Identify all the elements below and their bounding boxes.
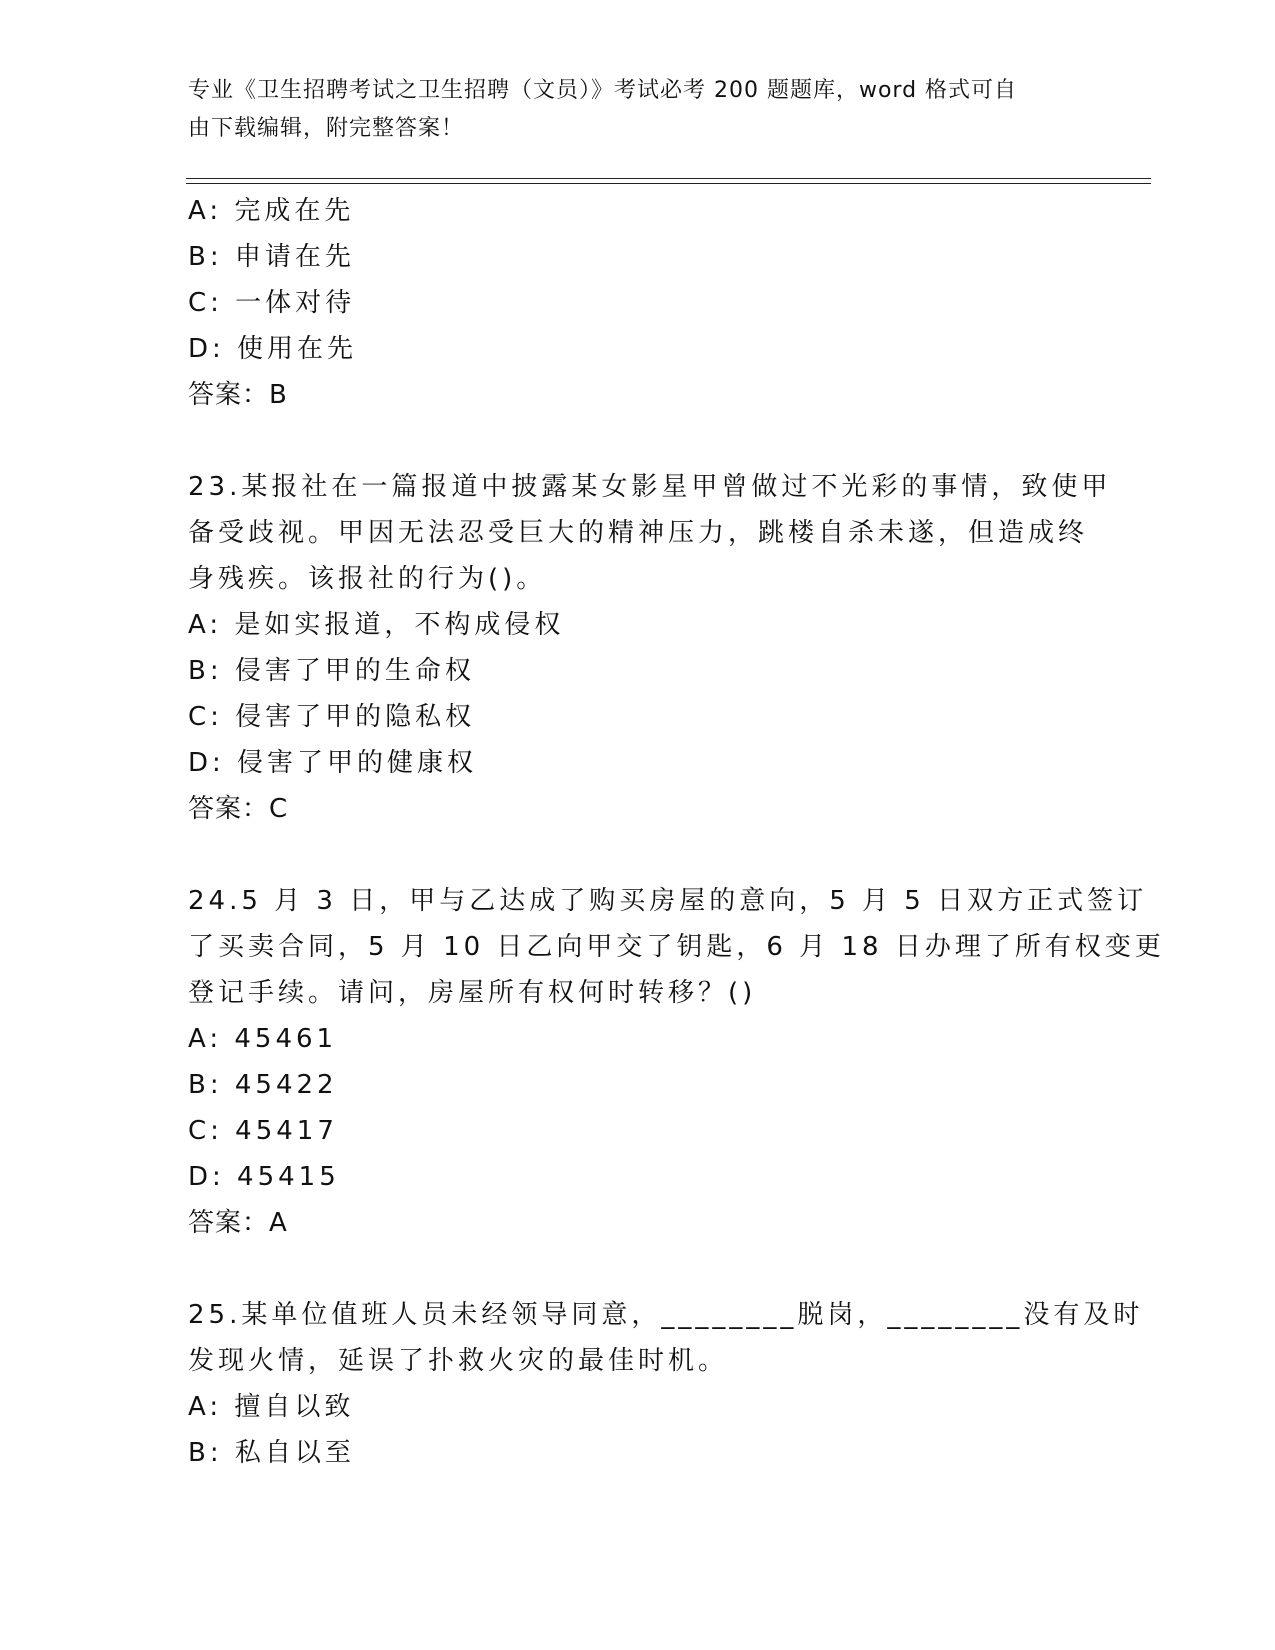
option-a: A: 完成在先 (188, 196, 355, 226)
question-24 (188, 878, 1165, 1246)
option-b: B: 申请在先 (188, 242, 355, 272)
header-divider-top (186, 178, 1151, 179)
question-text-line: 25.某单位值班人员未经领导同意，________脱岗，________没有及时 (188, 1300, 1144, 1330)
option-c: C: 一体对待 (188, 288, 356, 318)
option-c: C: 侵害了甲的隐私权 (188, 702, 476, 732)
option-b: B: 私自以至 (188, 1438, 355, 1468)
question-text-line: 了买卖合同，5 月 10 日乙向甲交了钥匙，6 月 18 日办理了所有权变更 (188, 932, 1165, 962)
header-divider-bottom (186, 183, 1151, 184)
question-22-continuation (188, 188, 1088, 418)
spacer (188, 418, 1088, 464)
option-a: A: 45461 (188, 1024, 338, 1054)
header-line-2: 由下载编辑，附完整答案！ (188, 116, 465, 141)
question-text-line: 登记手续。请问，房屋所有权何时转移？() (188, 978, 757, 1008)
question-text-line: 备受歧视。甲因无法忍受巨大的精神压力，跳楼自杀未遂，但造成终 (188, 518, 1089, 548)
option-d: D: 45415 (188, 1162, 340, 1192)
document-header (188, 72, 1068, 148)
option-b: B: 45422 (188, 1070, 338, 1100)
option-c: C: 45417 (188, 1116, 338, 1146)
spacer (188, 832, 1088, 878)
question-text-line: 发现火情，延误了扑救火灾的最佳时机。 (188, 1346, 729, 1376)
question-23 (188, 464, 1112, 832)
question-25 (188, 1292, 1144, 1476)
question-list (188, 188, 1165, 1476)
answer-line: 答案：C (188, 794, 289, 824)
option-a: A: 是如实报道，不构成侵权 (188, 610, 565, 640)
answer-line: 答案：B (188, 380, 288, 410)
option-a: A: 擅自以致 (188, 1392, 355, 1422)
question-text-line: 身残疾。该报社的行为()。 (188, 564, 547, 594)
header-line-1: 专业《卫生招聘考试之卫生招聘（文员）》考试必考 200 题题库，word 格式可自 (188, 78, 1018, 103)
option-d: D: 侵害了甲的健康权 (188, 748, 478, 778)
question-text-line: 23.某报社在一篇报道中披露某女影星甲曾做过不光彩的事情，致使甲 (188, 472, 1112, 502)
question-text-line: 24.5 月 3 日，甲与乙达成了购买房屋的意向，5 月 5 日双方正式签订 (188, 886, 1148, 916)
answer-line: 答案：A (188, 1208, 288, 1238)
option-d: D: 使用在先 (188, 334, 358, 364)
spacer (188, 1246, 1088, 1292)
option-b: B: 侵害了甲的生命权 (188, 656, 475, 686)
